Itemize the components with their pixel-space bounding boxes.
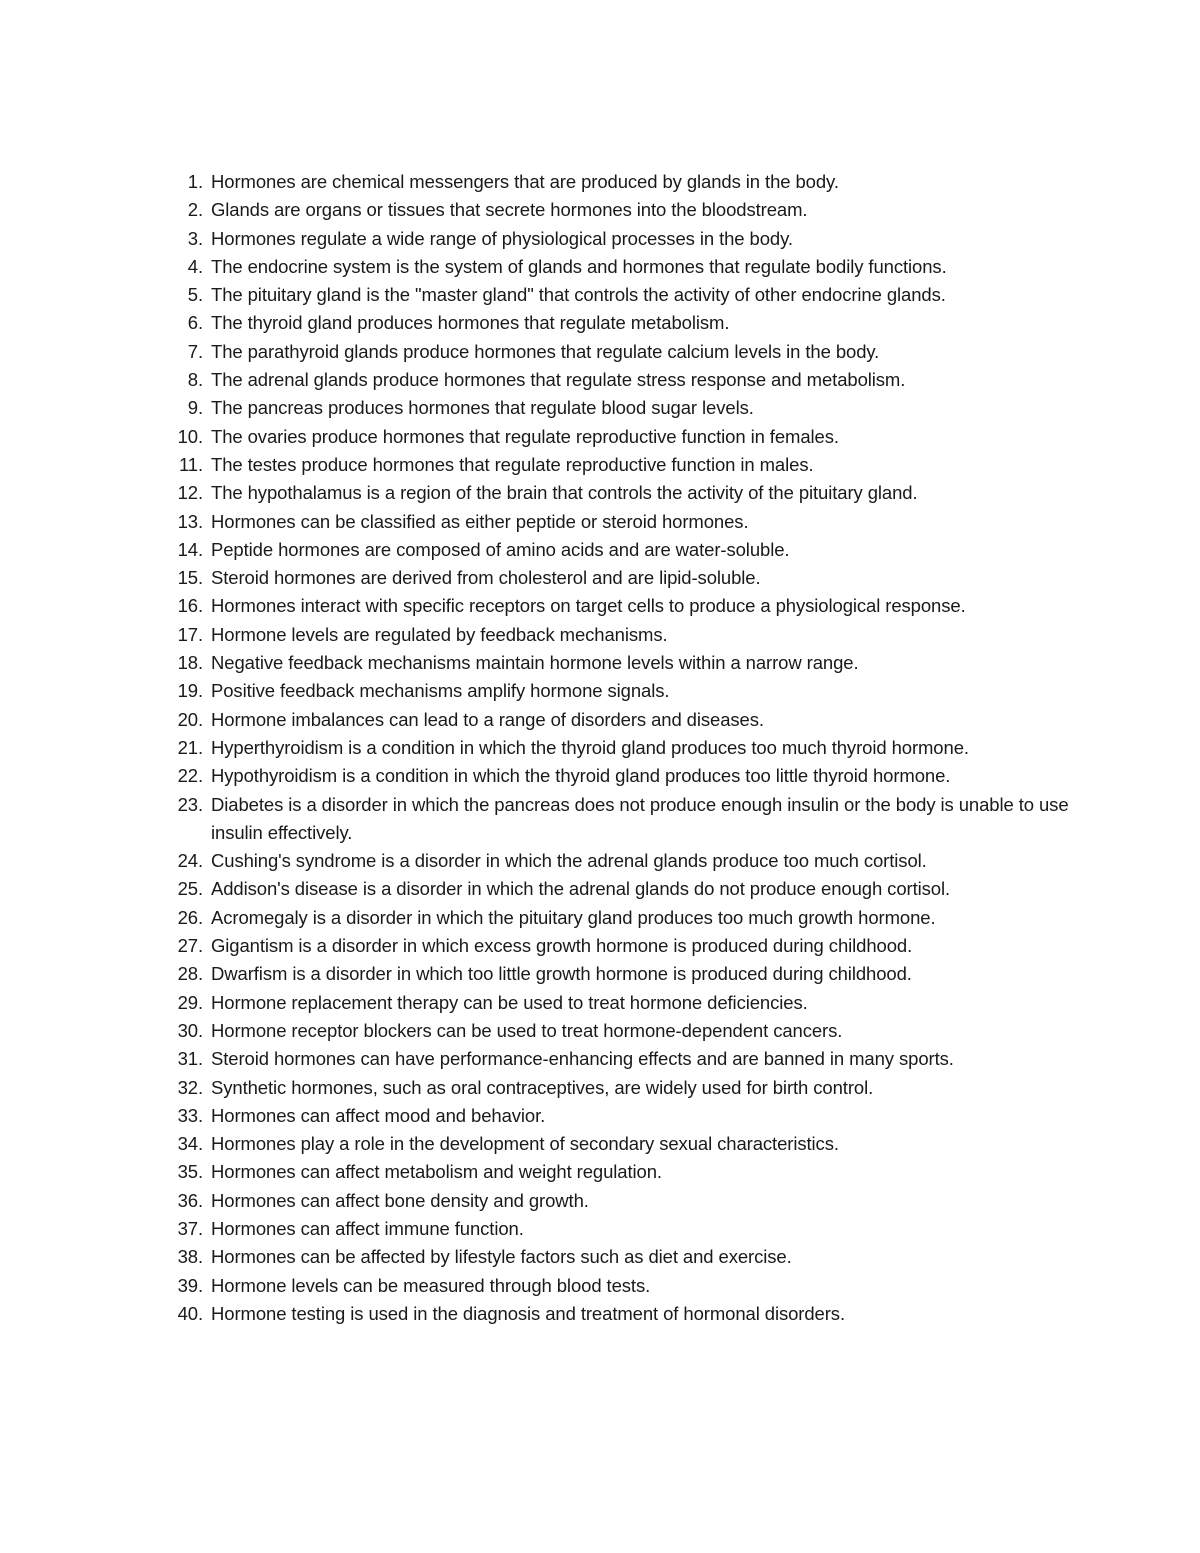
list-item-text: Hormone testing is used in the diagnosis and treatment of hormonal disorders. xyxy=(211,1302,845,1324)
list-item-text: Hormones play a role in the development of secondary sexual characteristics. xyxy=(211,1133,839,1155)
list-item-number: 33. xyxy=(177,1104,203,1126)
list-item xyxy=(0,791,1200,848)
numbered-fact-list xyxy=(0,168,1200,1328)
list-item xyxy=(0,1017,1200,1045)
list-item xyxy=(0,366,1200,394)
list-item-number: 3. xyxy=(187,227,203,249)
list-item-text: Diabetes is a disorder in which the pancreas does not produce enough insulin or the body is unable to use insulin effectively. xyxy=(211,793,1069,843)
list-item-text: The pituitary gland is the "master gland" that controls the activity of other endocrine glands. xyxy=(211,284,946,306)
list-item-text: Hormones can be affected by lifestyle factors such as diet and exercise. xyxy=(211,1246,792,1268)
list-item-text: Cushing's syndrome is a disorder in which the adrenal glands produce too much cortisol. xyxy=(211,850,927,872)
list-item-text: Hormones can affect immune function. xyxy=(211,1217,524,1239)
list-item-number: 4. xyxy=(187,255,203,277)
list-item xyxy=(0,875,1200,903)
list-item xyxy=(0,196,1200,224)
list-item-text: The adrenal glands produce hormones that regulate stress response and metabolism. xyxy=(211,369,906,391)
list-item xyxy=(0,281,1200,309)
list-item-text: Negative feedback mechanisms maintain hormone levels within a narrow range. xyxy=(211,652,859,674)
list-item xyxy=(0,451,1200,479)
list-item-text: The testes produce hormones that regulate reproductive function in males. xyxy=(211,453,814,475)
list-item-number: 39. xyxy=(177,1274,203,1296)
list-item xyxy=(0,423,1200,451)
list-item-number: 14. xyxy=(177,538,203,560)
list-item-text: Hormones can affect mood and behavior. xyxy=(211,1104,546,1126)
list-item-text: Acromegaly is a disorder in which the pituitary gland produces too much growth hormone. xyxy=(211,906,936,928)
list-item-number: 22. xyxy=(177,765,203,787)
list-item-text: Hormone levels are regulated by feedback mechanisms. xyxy=(211,623,668,645)
list-item xyxy=(0,508,1200,536)
list-item xyxy=(0,225,1200,253)
list-item-text: Gigantism is a disorder in which excess growth hormone is produced during childhood. xyxy=(211,935,913,957)
list-item-number: 1. xyxy=(187,171,203,192)
list-item xyxy=(0,706,1200,734)
list-item-number: 2. xyxy=(187,199,203,221)
list-item xyxy=(0,1130,1200,1158)
list-item xyxy=(0,847,1200,875)
list-item xyxy=(0,479,1200,507)
list-item-text: Addison's disease is a disorder in which the adrenal glands do not produce enough cortisol. xyxy=(211,878,951,900)
list-item xyxy=(0,1074,1200,1102)
list-item-number: 5. xyxy=(187,284,203,306)
list-item xyxy=(0,1215,1200,1243)
list-item xyxy=(0,338,1200,366)
list-item xyxy=(0,394,1200,422)
list-item xyxy=(0,762,1200,790)
list-item xyxy=(0,1300,1200,1328)
list-item-number: 21. xyxy=(177,736,203,758)
list-item-text: Hormone levels can be measured through blood tests. xyxy=(211,1274,651,1296)
list-item-text: The thyroid gland produces hormones that regulate metabolism. xyxy=(211,312,730,334)
list-item-number: 9. xyxy=(187,397,203,419)
list-item xyxy=(0,309,1200,337)
list-item xyxy=(0,1243,1200,1271)
list-item-number: 24. xyxy=(177,850,203,872)
list-item xyxy=(0,1187,1200,1215)
list-item-text: Dwarfism is a disorder in which too little growth hormone is produced during childhood. xyxy=(211,963,912,985)
list-item-number: 19. xyxy=(177,680,203,702)
list-item-number: 12. xyxy=(177,482,203,504)
list-item-number: 6. xyxy=(187,312,203,334)
list-item-number: 30. xyxy=(177,1019,203,1041)
list-item-number: 37. xyxy=(177,1217,203,1239)
list-item-text: Steroid hormones can have performance-enhancing effects and are banned in many sports. xyxy=(211,1048,954,1070)
list-item-number: 15. xyxy=(177,567,203,589)
list-item-number: 17. xyxy=(177,623,203,645)
list-item-number: 27. xyxy=(177,935,203,957)
list-item-number: 11. xyxy=(178,453,203,475)
list-item-number: 7. xyxy=(187,340,203,362)
list-item xyxy=(0,1158,1200,1186)
list-item-text: Glands are organs or tissues that secrete hormones into the bloodstream. xyxy=(211,199,808,221)
list-item-number: 26. xyxy=(177,906,203,928)
list-item-text: Hypothyroidism is a condition in which the thyroid gland produces too little thyroid hormone. xyxy=(211,765,951,787)
list-item-number: 29. xyxy=(177,991,203,1013)
list-item-text: Hormone replacement therapy can be used to treat hormone deficiencies. xyxy=(211,991,808,1013)
list-item-number: 20. xyxy=(177,708,203,730)
list-item-number: 8. xyxy=(187,369,203,391)
list-item-number: 36. xyxy=(177,1189,203,1211)
list-item-number: 35. xyxy=(177,1161,203,1183)
list-item xyxy=(0,960,1200,988)
list-item-text: Steroid hormones are derived from cholesterol and are lipid-soluble. xyxy=(211,567,761,589)
list-item-text: Hormones are chemical messengers that are produced by glands in the body. xyxy=(211,171,839,192)
list-item xyxy=(0,1272,1200,1300)
list-item-number: 32. xyxy=(177,1076,203,1098)
list-item-number: 16. xyxy=(177,595,203,617)
list-item-text: The endocrine system is the system of glands and hormones that regulate bodily functions. xyxy=(211,255,947,277)
list-item-number: 31. xyxy=(177,1048,203,1070)
list-item-text: Hormone imbalances can lead to a range of disorders and diseases. xyxy=(211,708,764,730)
list-item xyxy=(0,592,1200,620)
list-item-number: 34. xyxy=(177,1133,203,1155)
list-item-text: The ovaries produce hormones that regulate reproductive function in females. xyxy=(211,425,839,447)
list-item-text: Hormone receptor blockers can be used to treat hormone-dependent cancers. xyxy=(211,1019,843,1041)
list-item-text: Synthetic hormones, such as oral contraceptives, are widely used for birth control. xyxy=(211,1076,874,1098)
list-item-text: Positive feedback mechanisms amplify hormone signals. xyxy=(211,680,670,702)
list-item-text: The hypothalamus is a region of the brain that controls the activity of the pituitary gland. xyxy=(211,482,918,504)
list-item-text: Hyperthyroidism is a condition in which the thyroid gland produces too much thyroid hormone. xyxy=(211,736,969,758)
list-item-text: Hormones interact with specific receptors on target cells to produce a physiological response. xyxy=(211,595,966,617)
list-item xyxy=(0,1102,1200,1130)
list-item-number: 40. xyxy=(177,1302,203,1324)
list-item-text: Hormones can affect metabolism and weight regulation. xyxy=(211,1161,662,1183)
list-item xyxy=(0,564,1200,592)
list-item xyxy=(0,621,1200,649)
list-item-text: The parathyroid glands produce hormones that regulate calcium levels in the body. xyxy=(211,340,880,362)
list-item-number: 38. xyxy=(177,1246,203,1268)
list-item xyxy=(0,677,1200,705)
list-item-number: 25. xyxy=(177,878,203,900)
list-item-number: 13. xyxy=(177,510,203,532)
list-item-text: Hormones can affect bone density and growth. xyxy=(211,1189,589,1211)
list-item-text: Peptide hormones are composed of amino acids and are water-soluble. xyxy=(211,538,790,560)
list-item-text: Hormones can be classified as either peptide or steroid hormones. xyxy=(211,510,749,532)
list-item-text: Hormones regulate a wide range of physiological processes in the body. xyxy=(211,227,793,249)
list-item-number: 23. xyxy=(177,793,203,815)
list-item xyxy=(0,1045,1200,1073)
list-item-number: 28. xyxy=(177,963,203,985)
list-item-number: 18. xyxy=(177,652,203,674)
list-item xyxy=(0,649,1200,677)
list-item xyxy=(0,168,1200,196)
list-item-text: The pancreas produces hormones that regulate blood sugar levels. xyxy=(211,397,754,419)
list-item xyxy=(0,253,1200,281)
list-item xyxy=(0,536,1200,564)
list-item xyxy=(0,734,1200,762)
list-item xyxy=(0,904,1200,932)
list-item-number: 10. xyxy=(177,425,203,447)
list-item xyxy=(0,932,1200,960)
list-item xyxy=(0,989,1200,1017)
